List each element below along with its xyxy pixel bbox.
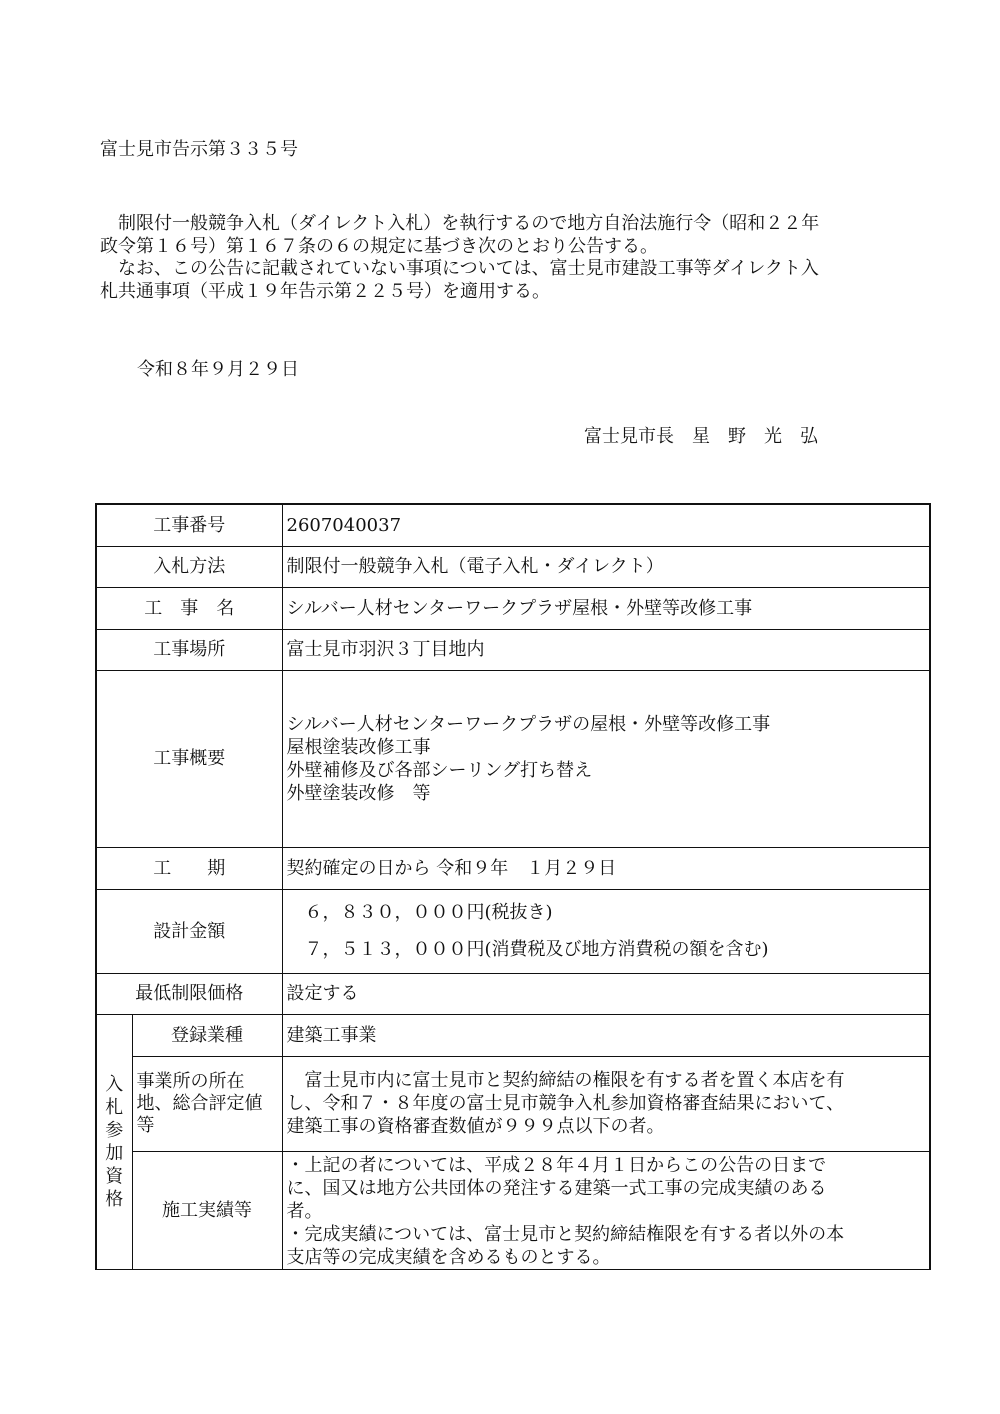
project-number-label: 工事番号: [96, 504, 282, 546]
bid-method-value: 制限付一般競争入札（電子入札・ダイレクト）: [282, 546, 930, 587]
record-value: [282, 1151, 930, 1269]
overview-line: 屋根塗装改修工事: [286, 736, 431, 758]
record-value-line: に、国又は地方公共団体の発注する建築一式工事の完成実績のある: [286, 1177, 827, 1199]
min-price-label: 最低制限価格: [96, 973, 282, 1014]
period-label: 工 期: [96, 847, 282, 889]
min-price-value: 設定する: [282, 973, 930, 1014]
table-row: [96, 973, 930, 1014]
project-spec-table: [95, 503, 931, 1270]
vertical-char: 入: [105, 1073, 124, 1095]
office-label: [132, 1056, 282, 1151]
office-value-line: 富士見市内に富士見市と契約締結の権限を有する者を置く本店を有: [286, 1070, 845, 1091]
office-label-line: 事業所の所在: [136, 1070, 245, 1092]
record-value-line: 支店等の完成実績を含めるものとする。: [286, 1246, 611, 1268]
design-amount-value: [282, 889, 930, 973]
record-value-line: ・完成実績については、富士見市と契約締結権限を有する者以外の本: [286, 1223, 845, 1245]
period-value: 契約確定の日から 令和９年 １月２９日: [282, 847, 930, 889]
intro-line: 政令第１６号）第１６７条の６の規定に基づき次のとおり公告する。: [100, 236, 658, 257]
table-row: [96, 1056, 930, 1151]
vertical-char: 参: [105, 1119, 124, 1141]
office-value: [282, 1056, 930, 1151]
overview-line: 外壁補修及び各部シーリング打ち替え: [286, 759, 593, 781]
intro-line: 制限付一般競争入札（ダイレクト入札）を執行するので地方自治法施行令（昭和２２年: [100, 213, 820, 234]
table-row: [96, 670, 930, 847]
vertical-char: 格: [105, 1188, 124, 1210]
office-value-line: し、令和７・８年度の富士見市競争入札参加資格審査結果において、: [286, 1093, 845, 1114]
project-name-value: シルバー人材センターワークプラザ屋根・外壁等改修工事: [282, 587, 930, 629]
notice-date: 令和８年９月２９日: [137, 359, 299, 380]
table-row: [96, 504, 930, 546]
table-row: [96, 1151, 930, 1269]
overview-line: 外壁塗装改修 等: [286, 782, 431, 804]
record-label: 施工実績等: [132, 1151, 282, 1269]
amount-incl-tax: ７，５１３，０００円(消費税及び地方消費税の額を含む): [286, 939, 769, 960]
vertical-char: 加: [105, 1142, 124, 1164]
project-name-label: 工 事 名: [96, 587, 282, 629]
mayor-signature: 富士見市長 星 野 光 弘: [584, 426, 818, 447]
table-row: [96, 546, 930, 587]
amount-excl-tax: ６，８３０，０００円(税抜き): [286, 902, 553, 923]
office-label-line: 等: [136, 1114, 155, 1136]
qualification-group-label: [96, 1014, 132, 1269]
location-label: 工事場所: [96, 629, 282, 670]
table-row: [96, 629, 930, 670]
registration-label: 登録業種: [132, 1014, 282, 1056]
table-row: [96, 847, 930, 889]
intro-line: なお、この公告に記載されていない事項については、富士見市建設工事等ダイレクト入: [100, 258, 819, 279]
overview-line: シルバー人材センターワークプラザの屋根・外壁等改修工事: [286, 713, 771, 735]
vertical-char: 札: [105, 1096, 124, 1118]
vertical-char: 資: [105, 1165, 124, 1187]
office-label-line: 地、総合評定値: [136, 1092, 263, 1114]
table-row: [96, 889, 930, 973]
notice-number: 富士見市告示第３３５号: [100, 139, 298, 160]
overview-value: [282, 670, 930, 847]
table-row: [96, 587, 930, 629]
intro-line: 札共通事項（平成１９年告示第２２５号）を適用する。: [100, 281, 550, 302]
intro-paragraph-1: [100, 212, 819, 258]
record-value-line: ・上記の者については、平成２８年４月１日からこの公告の日まで: [286, 1154, 827, 1176]
record-value-line: 者。: [286, 1200, 323, 1222]
design-amount-label: 設計金額: [96, 889, 282, 973]
project-number-value: 2607040037: [282, 504, 930, 546]
office-value-line: 建築工事の資格審査数値が９９９点以下の者。: [286, 1116, 665, 1137]
overview-label: 工事概要: [96, 670, 282, 847]
location-value: 富士見市羽沢３丁目地内: [282, 629, 930, 670]
table-row: [96, 1014, 930, 1056]
bid-method-label: 入札方法: [96, 546, 282, 587]
registration-value: 建築工事業: [282, 1014, 930, 1056]
intro-paragraph-2: [100, 257, 819, 303]
